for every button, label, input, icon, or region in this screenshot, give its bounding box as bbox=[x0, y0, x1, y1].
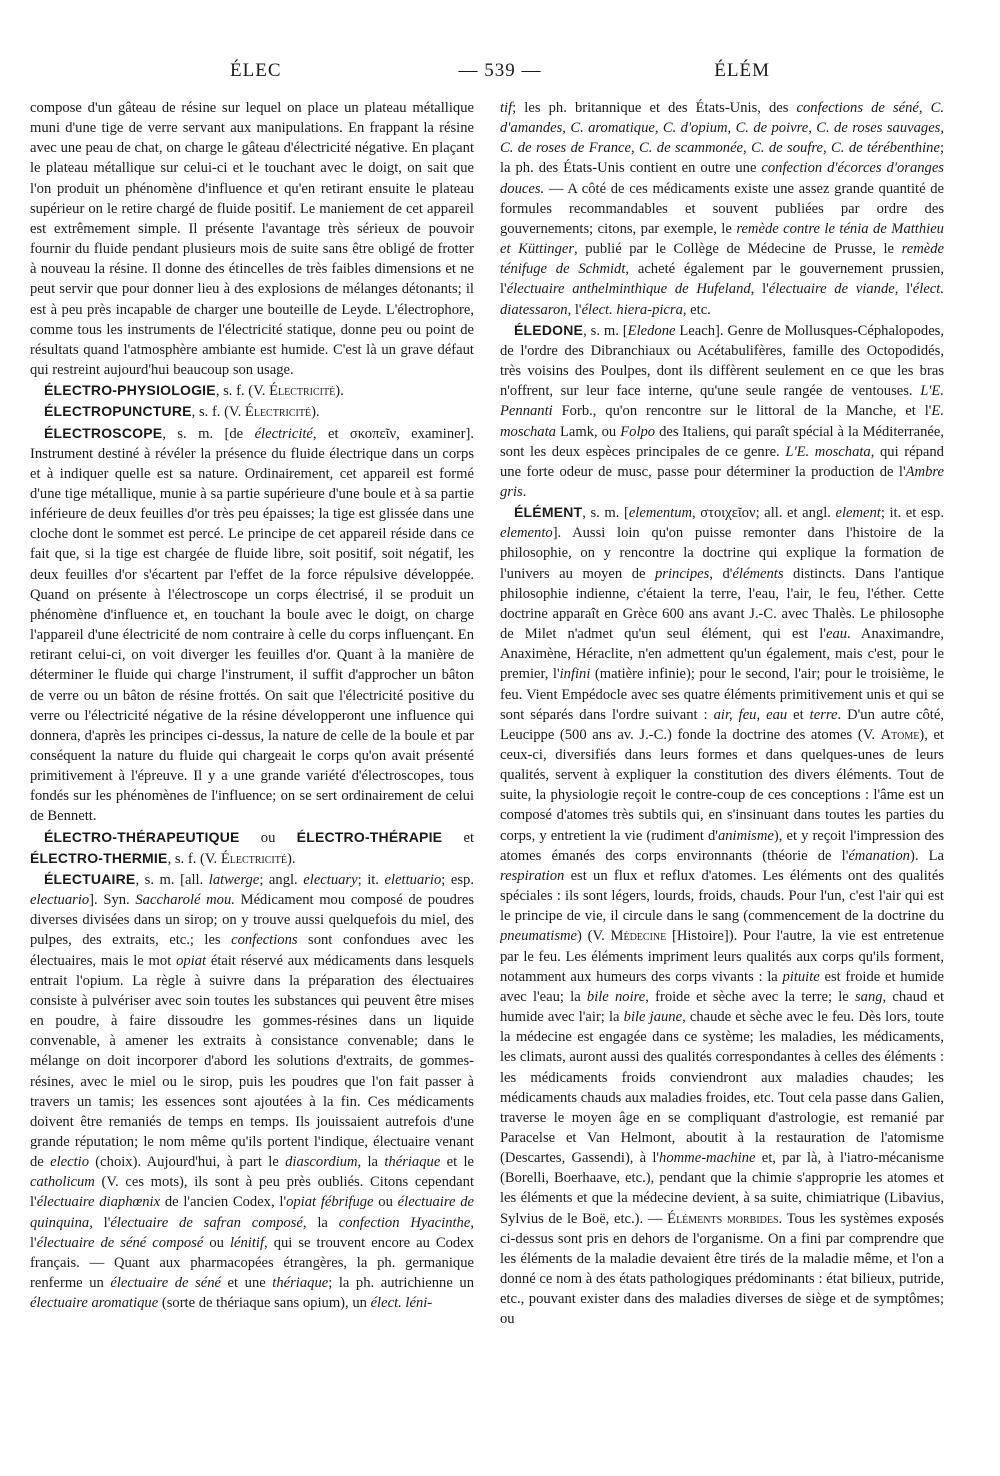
headword: ÉLECTUAIRE bbox=[44, 870, 136, 887]
cross-reference: Électricité bbox=[244, 404, 312, 421]
headword: ÉLECTRO-PHYSIOLOGIE bbox=[44, 382, 216, 399]
entry-element: ÉLÉMENT, s. m. [elementum, στοιχεῖον; all. et angl. element; it. et esp. elemento]. Aussi loin qu'on puisse remonter dans l'histoire de la philosophie, on y rencontre la doctrine qui explique la formation de l'univers au moyen de principes, d'éléments distincts. Dans l'antique philosophie indienne, c'étaient la terre, l'eau, l'air, le feu, l'éther. Cette doctrine apparaît en Grèce 600 ans avant J.-C. avec Thalès. Le philosophe de Milet n'admet qu'un seul élément, qui est l'eau. Anaximandre, Anaximène, Héraclite, n'en admettent qu'un également, mais c'est, pour le premier, l'infini (matière infinie); pour le second, l'air; pour le troisième, le feu. Vient Empédocle avec ses quatre éléments primitivement unis et qui se sont séparés dans l'ordre suivant : air, feu, eau et terre. D'un autre côté, Leucippe (500 ans av. J.-C.) fonde la doctrine des atomes (V. Atome), et ceux-ci, diversifiés dans leurs formes et dans quelques-unes de leurs qualités, servent à expliquer la constitution des divers éléments. Tout de suite, la physiologie reçoit le contre-coup de ces conceptions : l'âme est un composé d'atomes très subtils qui, en s'insinuant dans toutes les parties du corps, y entretient la vie (rudiment d'animisme), et y reçoit l'impression des atomes émanés des corps environnants (théorie de l'émanation). La respiration est un flux et reflux d'atomes. Les éléments ont des qualités spéciales : ils sont légers, lourds, froids, chauds. Pour l'un, c'est l'air qui est le principe de vie, il circule dans le sang (commencement de la doctrine du pneumatisme) (V. Médecine [Histoire]). Pour l'autre, la vie est entretenue par le feu. Les éléments impriment leurs qualités aux corps qu'ils forment, notamment aux humeurs des corps vivants : la pituite est froide et humide avec l'eau; la bile noire, froide et sèche avec la terre; le sang, chaud et humide avec l'air; la bile jaune, chaude et sèche avec le feu. Dès lors, toute la médecine est engagée dans ce système; les maladies, les médicaments, les climats, auront aussi des qualités correspondantes à celles des éléments : les médicaments froids conviendront aux maladies chaudes; les médicaments chauds aux maladies froides, etc. Tout cela passe dans Galien, traverse le moyen âge en se compliquant d'astrologie, est remanié par Paracelse et Van Helmont, aboutit à la restauration de l'atomisme (Descartes, Gassendi), à l'homme-machine et, par là, à l'iatro-mécanisme (Borelli, Boerhaave, etc.), pendant que la chimie s'approprie les atomes et les éléments et que la médecine devient, à sa suite, chimiatrique (Libavius, Sylvius de le Boë, etc.). — Éléments morbides. Tous les systèmes exposés ci-dessus sont pris en dehors de l'organisme. On a fini par comprendre que les éléments de la maladie devaient être tirés de la maladie même, et l'on a donné ce nom à des états pathologiques prédominants : état bilieux, putride, etc., pouvant exister dans des maladies diverses de siège et de symptômes; ou bbox=[500, 504, 944, 1328]
entry-electro-therapeutique: ÉLECTRO-THÉRAPEUTIQUE ou ÉLECTRO-THÉRAPIE et ÉLECTRO-THERMIE, s. f. (V. Électricité). bbox=[30, 828, 474, 867]
cross-reference: Électricité bbox=[269, 383, 336, 400]
entry-electro-physiologie: ÉLECTRO-PHYSIOLOGIE, s. f. (V. Électricité). bbox=[44, 382, 344, 400]
header-left-guideword: ÉLEC bbox=[230, 60, 282, 81]
headword: ÉLECTRO-THÉRAPEUTIQUE bbox=[44, 828, 240, 845]
entry-electroscope: ÉLECTROSCOPE, s. m. [de électricité, et σκοπεῖν, examiner]. Instrument destiné à révéler la présence du fluide électrique dans un corps et à indiquer quelle est sa nature. Ordinairement, cet appareil est formé d'une tige métallique, munie à sa partie supérieure d'une boule et à sa partie inférieure de deux feuilles d'or très peu épaisses; la tige est glissée dans une cloche dont le sommet est percé. Le principe de cet appareil réside dans ce fait que, si la tige est chargée de fluide libre, soit positif, soit négatif, les deux feuilles d'or s'écartent par l'effet de la force répulsive développée. Quand on présente à l'électroscope un corps électrisé, il se produit un phénomène d'influence et, en touchant la boule avec le doigt, on charge l'appareil d'une électricité de nom contraire à celle du corps influençant. En retirant celui-ci, on voit diverger les feuilles d'or. Quant à la manière de déterminer le fluide qui charge l'instrument, il suffit d'approcher un bâton de verre ou un bâton de résine frottés. On sait que l'électricité positive du verre ou l'électricité négative de la résine développeront une influence qui donnera, d'après les principes ci-dessus, la nature de celle de la boule et par conséquent la nature du fluide qui chargeait le corps qu'on avait présenté primitivement à l'épreuve. Il y a une grande variété d'électroscopes, tous fondés sur les phénomènes de l'influence; on se sert ordinairement de celui de Bennett. bbox=[30, 424, 474, 825]
electuaire-continuation: tif; les ph. britannique et des États-Unis, des confections de séné, C. d'amandes, C. aromatique, C. d'opium, C. de poivre, C. de roses sauvages, C. de roses de France, C. de scammonée, C. de soufre, C. de térébenthine; la ph. des États-Unis contient en outre une confection d'écorces d'oranges douces. — A côté de ces médicaments existe une assez grande quantité de formules recommandables et souvent publiées par ordre des gouvernements; citons, par exemple, le remède contre le ténia de Matthieu et Küttinger, publié par le Collège de Médecine de Prusse, le remède ténifuge de Schmidt, acheté également par le gouvernement prussien, l'électuaire anthelminthique de Hufeland, l'électuaire de viande, l'élect. diatessaron, l'élect. hiera-picra, etc. bbox=[500, 100, 944, 318]
running-header bbox=[230, 60, 770, 94]
headword: ÉLÉMENT bbox=[514, 504, 583, 521]
headword: ÉLECTROSCOPE bbox=[44, 424, 163, 441]
cross-reference: Atome bbox=[880, 726, 920, 743]
cross-reference: Médecine bbox=[610, 928, 667, 945]
cross-reference: Électricité bbox=[220, 850, 287, 867]
left-column bbox=[30, 98, 474, 1450]
sub-heading: Éléments morbides bbox=[667, 1210, 779, 1227]
headword: ÉLECTRO-THÉRAPIE bbox=[296, 828, 443, 845]
entry-eledone: ÉLEDONE, s. m. [Eledone Leach]. Genre de Mollusques-Céphalopodes, de l'ordre des Dibranchiaux ou Acétabulifères, famille des Octopodidés, très voisins des Poulpes, dont ils diffèrent seulement en ce que les bras n'offrent, sur leur face interne, qu'une seule rangée de ventouses. L'E. Pennanti Forb., qu'on rencontre sur le littoral de la Manche, et l'E. moschata Lamk, ou Folpo des Italiens, qui paraît spécial à la Méditerranée, sont les deux espèces principales de ce genre. L'E. moschata, qui répand une forte odeur de musc, passe pour déterminer la production de l'Ambre gris. bbox=[500, 321, 944, 500]
entry-electropuncture: ÉLECTROPUNCTURE, s. f. (V. Électricité). bbox=[44, 403, 320, 421]
headword: ÉLECTRO-THERMIE bbox=[30, 849, 168, 866]
page-number: — 539 — bbox=[458, 60, 542, 81]
headword: ÉLECTROPUNCTURE bbox=[44, 403, 192, 420]
right-column bbox=[500, 98, 944, 1450]
header-right-guideword: ÉLÉM bbox=[714, 60, 770, 81]
headword: ÉLEDONE bbox=[514, 321, 584, 338]
electrophore-continuation: compose d'un gâteau de résine sur lequel on place un plateau métallique muni d'une tige de verre servant aux manipulations. En frappant la résine avec une peau de chat, on charge le gâteau d'électricité négative. En plaçant le plateau métallique sur celui-ci et le touchant avec le doigt, on sait que l'on produit un phénomène d'influence et qu'en retirant ensuite le plateau supérieur on le retire chargé de fluide positif. Le maniement de cet appareil est extrêmement simple. Il présente l'avantage très sérieux de pouvoir fournir du fluide pendant plusieurs mois de suite sans être obligé de frotter à nouveau la résine. Il donne des étincelles de très faibles dimensions et ne peut servir que pour donner lieu à des explosions de mélanges détonants; il est à peu près incapable de charger une bouteille de Leyde. L'électrophore, comme tous les instruments de l'électricité statique, donne peu ou point de résultats quand l'atmosphère ambiante est humide. C'est là un grave défaut qui restreint aujourd'hui beaucoup son usage. bbox=[30, 100, 474, 379]
entry-electuaire: ÉLECTUAIRE, s. m. [all. latwerge; angl. electuary; it. elettuario; esp. electuario]. Syn. Saccharolé mou. Médicament mou composé de poudres diverses divisées dans un sirop; on y trouve aussi quelquefois du miel, des pulpes, des extraits, etc.; les confections sont confondues avec les électuaires, mais le mot opiat était réservé aux médicaments dans lesquels entrait l'opium. La règle à suivre dans la préparation des électuaires consiste à pulvériser avec soin toutes les substances qui peuvent être mises en poudre, à faire dissoudre les gommes-résines dans un liquide convenable, à amener les extraits à consistance convenable; dans le mélange on doit incorporer d'abord les solutions d'extraits, de gommes-résines, avec le miel ou le sirop, puis les poudres que l'on fait passer à travers un tamis; les essences sont ajoutées à la fin. Ces médicaments doivent être remaniés de temps en temps. Ils jouissaient autrefois d'une grande réputation; le nom même qu'ils portent l'indique, électuaire venant de electio (choix). Aujourd'hui, à part le diascordium, la thériaque et le catholicum (V. ces mots), ils sont à peu près oubliés. Citons cependant l'électuaire diaphœnix de l'ancien Codex, l'opiat fébrifuge ou électuaire de quinquina, l'électuaire de safran composé, la confection Hyacinthe, l'électuaire de séné composé ou lénitif, qui se trouvent encore au Codex français. — Quant aux pharmacopées étrangères, la ph. germanique renferme un électuaire de séné et une thériaque; la ph. autrichienne un électuaire aromatique (sorte de thériaque sans opium), un élect. léni- bbox=[30, 870, 474, 1312]
